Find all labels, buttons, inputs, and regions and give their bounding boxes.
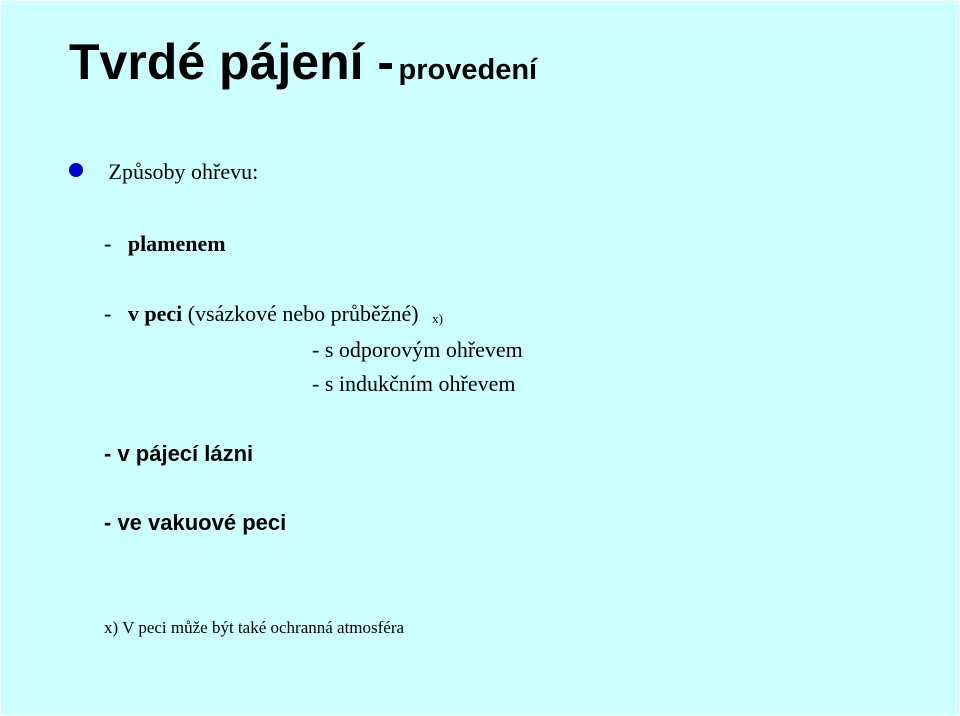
bullet-text: Způsoby ohřevu: [108,159,259,184]
footnote-mark: x) [432,311,443,326]
item-odporovym: - s odporovým ohřevem [312,337,523,362]
item-plamenem [104,233,226,255]
title-sub: provedení [398,54,538,86]
item-pajeci-lazni: - v pájecí lázni [104,441,254,466]
bullet-item [69,161,258,183]
slide [1,1,959,715]
item-dash: - [104,231,112,256]
item-v-peci [104,303,443,325]
item-v-peci-bold: v peci [127,301,183,326]
item-indukcnim: - s indukčním ohřevem [312,371,516,396]
item-plamenem-text: plamenem [127,231,226,256]
page-title [69,34,538,90]
item-dash: - [104,301,112,326]
item-v-peci-rest: (vsázkové nebo průběžné) [187,301,419,326]
title-main: Tvrdé pájení - [69,34,395,90]
footnote: x) V peci může být také ochranná atmosféra [104,618,405,637]
item-vakuove-peci: - ve vakuové peci [104,510,287,535]
bullet-dot-icon [69,163,83,177]
